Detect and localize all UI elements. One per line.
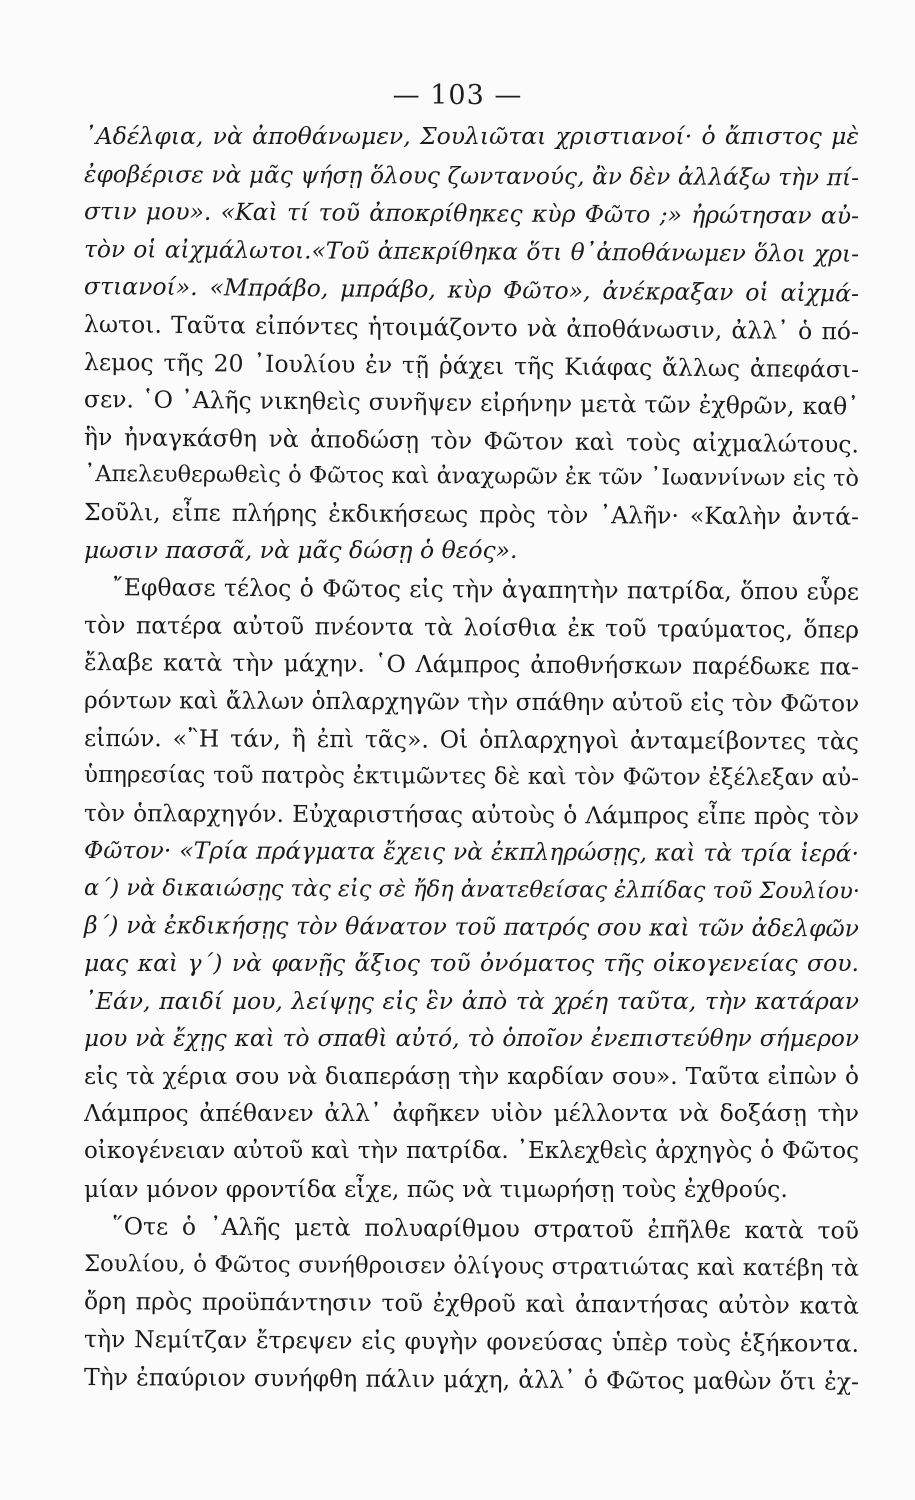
text-line: ῎Εφθασε τέλος ὁ Φῶτος εἰς τὴν ἀγαπητὴν πατρίδα, ὅπου εὗρε <box>111 573 860 606</box>
text-line: ἣν ἠναγκάσθη νὰ ἀποδώσῃ τὸν Φῶτον καὶ τοὺς αἰχμαλώτους. <box>83 422 860 459</box>
text-line: ρόντων καὶ ἄλλων ὁπλαρχηγῶν τὴν σπάθην αὐτοῦ εἰς τὸν Φῶτον <box>83 686 860 718</box>
text-line: λεμος τῆς 20 ᾿Ιουλίου ἐν τῇ ῥάχει τῆς Κιάφας ἄλλως ἀπεφάσι- <box>83 347 860 384</box>
text-line: μίαν μόνον φροντίδα εἶχε, πῶς νὰ τιμωρήσῃ τοὺς ἐχθρούς. <box>84 1174 788 1203</box>
text-line: τὴν Νεμίτζαν ἔτρεψεν εἰς φυγὴν φονεύσας ὑπὲρ τοὺς ἑξήκοντα. <box>83 1325 860 1358</box>
text-line: Λάμπρος ἀπέθανεν ἀλλ᾿ ἀφῆκεν υἱὸν μέλλοντα νὰ δοξάσῃ τὴν <box>84 1099 859 1128</box>
text-line: στιν μου». «Καὶ τί τοῦ ἀποκρίθηκες κὺρ Φῶτο ;» ἠρώτησαν αὐ- <box>83 197 860 230</box>
text-line: τὸν οἱ αἰχμάλωτοι.«Τοῦ ἀπεκρίθηκα ὅτι θ᾿ἀποθάνωμεν ὅλοι χρι- <box>83 235 860 268</box>
text-line: α΄) νὰ δικαιώσῃς τὰς εἰς σὲ ἤδη ἀνατεθείσας ἐλπίδας τοῦ Σουλίου· <box>83 874 861 905</box>
text-line: οἰκογένειαν αὐτοῦ καὶ τὴν πατρίδα. ᾿Εκλεχθεὶς ἀρχηγὸς ὁ Φῶτος <box>84 1138 859 1165</box>
text-line: ᾿Εάν, παιδί μου, λείψῃς εἰς ἓν ἀπὸ τὰ χρέη ταῦτα, τὴν κατάραν <box>84 986 859 1015</box>
text-line: ᾿Απελευθερωθεὶς ὁ Φῶτος καὶ ἀναχωρῶν ἐκ τῶν ᾿Ιωαννίνων εἰς τὸ <box>83 461 860 493</box>
text-line: ἐφοβέρισε νὰ μᾶς ψήσῃ ὅλους ζωντανούς, ἂν δὲν ἀλλάξω τὴν πί- <box>83 160 860 191</box>
text-line: λωτοι. Ταῦτα εἰπόντες ἡτοιμάζοντο νὰ ἀποθάνωσιν, ἀλλ᾿ ὁ πό- <box>83 309 860 346</box>
text-line: τὸν ὁπλαρχηγόν. Εὐχαριστήσας αὐτοὺς ὁ Λάμπρος εἶπε πρὸς τὸν <box>83 799 860 831</box>
text-line: ὄρη πρὸς προϋπάντησιν τοῦ ἐχθροῦ καὶ ἀπαντήσας αὐτὸν κατὰ <box>83 1287 860 1321</box>
text-line: ἔλαβε κατὰ τὴν μάχην. ῾Ο Λάμπρος ἀποθνήσκων παρέδωκε πα- <box>83 648 860 682</box>
text-line: ῞Οτε ὁ ᾿Αλῆς μετὰ πολυαρίθμου στρατοῦ ἐπῆλθε κατὰ τοῦ <box>111 1212 860 1245</box>
text-line: ὑπηρεσίας τοῦ πατρὸς ἐκτιμῶντες δὲ καὶ τὸν Φῶτον ἐξέλεξαν αὐ- <box>83 762 860 792</box>
text-line: β΄) νὰ ἐκδικήσῃς τὸν θάνατον τοῦ πατρός σου καὶ τῶν ἀδελφῶν <box>83 911 860 943</box>
text-line: στιανοί». «Μπράβο, μπράβο, κὺρ Φῶτο», ἀνέκραξαν οἱ αἰχμά- <box>83 272 860 308</box>
text-line: Φῶτον· «Τρία πράγματα ἔχεις νὰ ἐκπληρώσῃς, καὶ τὰ τρία ἱερά· <box>83 836 860 868</box>
body-text <box>84 118 859 1396</box>
text-line: μωσιν πασσᾶ, νὰ μᾶς δώσῃ ὁ θεός». <box>84 535 518 564</box>
text-line: ᾿Αδέλφια, νὰ ἀποθάνωμεν, Σουλιῶται χριστιανοί· ὁ ἄπιστος μὲ <box>84 122 859 150</box>
page-number: — 103 — <box>392 80 523 111</box>
text-line: Τὴν ἐπαύριον συνήφθη πάλιν μάχη, ἀλλ᾿ ὁ Φῶτος μαθὼν ὅτι ἐχ- <box>83 1362 860 1396</box>
text-line: Σοῦλι, εἶπε πλήρης ἐκδικήσεως πρὸς τὸν ᾿Αλῆν· «Καλὴν ἀντά- <box>83 497 860 531</box>
text-line: τὸν πατέρα αὐτοῦ πνέοντα τὰ λοίσθια ἐκ τοῦ τραύματος, ὅπερ <box>83 610 860 644</box>
text-line: εἰς τὰ χέρια σου νὰ διαπεράσῃ τὴν καρδίαν σου». Ταῦτα εἰπὼν ὁ <box>84 1062 859 1090</box>
text-line: εἰπών. «῍Η τάν, ἢ ἐπὶ τᾶς». Οἱ ὁπλαρχηγοὶ ἀνταμείβοντες τὰς <box>83 723 860 755</box>
text-line: μου νὰ ἔχῃς καὶ τὸ σπαθὶ αὐτό, τὸ ὁποῖον ἐνεπιστεύθην σήμερον <box>84 1025 859 1053</box>
text-line: σεν. ῾Ο ᾿Αλῆς νικηθεὶς συνῆψεν εἰρήνην μετὰ τῶν ἐχθρῶν, καθ᾿ <box>83 385 860 421</box>
text-line: μας καὶ γ΄) νὰ φανῇς ἄξιος τοῦ ὀνόματος τῆς οἰκογενείας σου. <box>84 949 859 978</box>
text-line: Σουλίου, ὁ Φῶτος συνήθροισεν ὀλίγους στρατιώτας καὶ κατέβη τὰ <box>83 1250 860 1282</box>
